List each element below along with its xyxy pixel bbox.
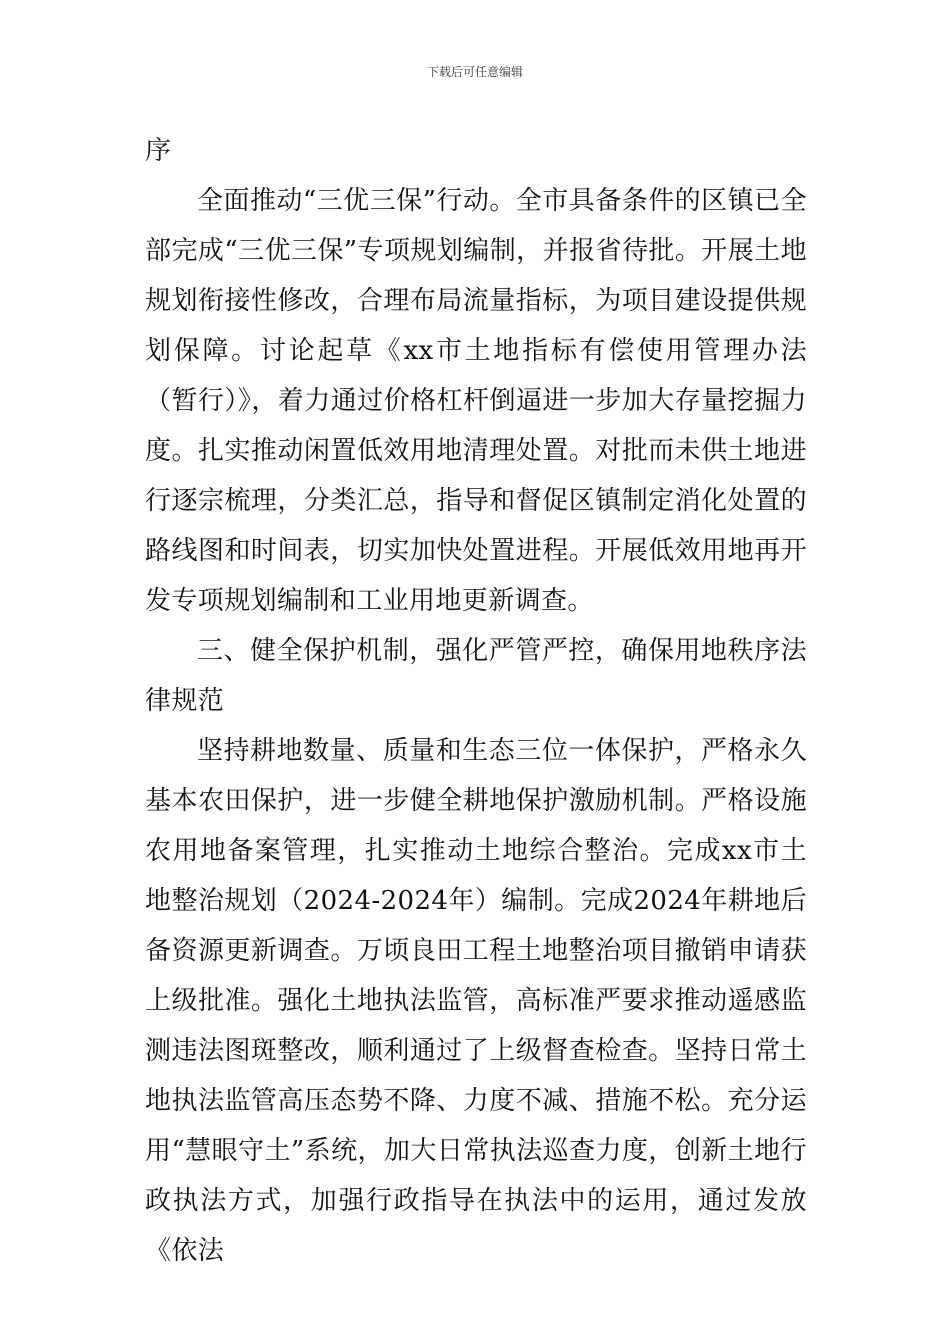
paragraph: 全面推动“三优三保”行动。全市具备条件的区镇已全部完成“三优三保”专项规划编制，并报省待批。开展土地规划衔接性修改，合理布局流量指标，为项目建设提供规划保障。讨论起草《xx市土地指标有偿使用管理办法（暂行）》，着力通过价格杠杆倒逼进一步加大存量挖掘力度。扎实推动闲置低效用地清理处置。对批而未供土地进行逐宗梳理，分类汇总，指导和督促区镇制定消化处置的路线图和时间表，切实加快处置进程。开展低效用地再开发专项规划编制和工业用地更新调查。 [145,186,807,616]
paragraph: 序 [145,136,172,166]
paragraph: 坚持耕地数量、质量和生态三位一体保护，严格永久基本农田保护，进一步健全耕地保护激励机制。严格设施农用地备案管理，扎实推动土地综合整治。完成xx市土地整治规划（2024-2024年）编制。完成2024年耕地后备资源更新调查。万顷良田工程土地整治项目撤销申请获上级批准。强化土地执法监管，高标准严要求推动遥感监测违法图斑整改，顺利通过了上级督查检查。坚持日常土地执法监管高压态势不降、力度不减、措施不松。充分运用“慧眼守土”系统，加大日常执法巡查力度，创新土地行政执法方式，加强行政指导在执法中的运用，通过发放《依法 [145,736,807,1266]
page-header: 下载后可任意编辑 [426,65,523,79]
document-body [145,126,807,1276]
section-heading: 三、健全保护机制，强化严管严控，确保用地秩序法律规范 [145,636,807,716]
